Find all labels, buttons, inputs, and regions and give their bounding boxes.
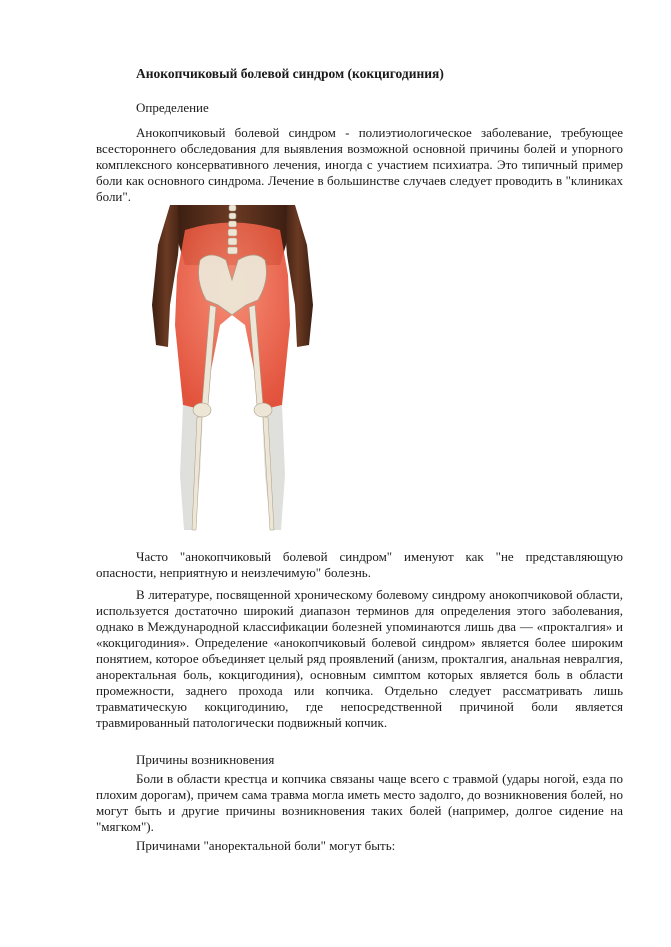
section-heading-definition: Определение	[136, 100, 209, 115]
paragraph-definition: Анокопчиковый болевой синдром - полиэтиологическое заболевание, требующее всестороннего обследования для выявления возможной основной причины болей и упорного комплексного консервативного лечения, иногда с участием психиатра. Это типичный пример боли как основного синдрома. Лечение в большинстве случаев следует проводить в "клиниках боли".	[96, 125, 623, 204]
section-heading-causes: Причины возникновения	[136, 752, 275, 767]
lower-body-anatomy-illustration	[150, 205, 315, 535]
paragraph-often: Часто "анокопчиковый болевой синдром" именуют как "не представляющую опасности, неприятную и неизлечимую" болезнь.	[96, 549, 623, 580]
paragraph-literature: В литературе, посвященной хроническому болевому синдрому анокопчиковой области, используется достаточно широкий диапазон терминов для определения этого заболевания, однако в Международной классификации болезней упоминаются лишь два — «прокталгия» и «кокцигодиния». Определение «анокопчиковый болевой синдром» является более широким понятием, которое объединяет целый ряд проявлений (анизм, прокталгия, анальная невралгия, аноректальная боль, кокцигодиния), основным симптом которых является боль в области промежности, заднего прохода или копчика. Отдельно следует рассматривать лишь травматическую кокцигодинию, где непосредственной причиной боли является травмированный патологически подвижный копчик.	[96, 587, 623, 730]
paragraph-anorectal: Причинами "аноректальной боли" могут быть:	[136, 838, 396, 853]
paragraph-causes: Боли в области крестца и копчика связаны чаще всего с травмой (удары ногой, езда по плохим дорогам), причем сама травма могла иметь место задолго, до возникновения болей, но могут быть и другие причины возникновения таких болей (например, долгое сидение на "мягком").	[96, 771, 623, 834]
document-title: Анокопчиковый болевой синдром (кокцигодиния)	[136, 66, 444, 81]
